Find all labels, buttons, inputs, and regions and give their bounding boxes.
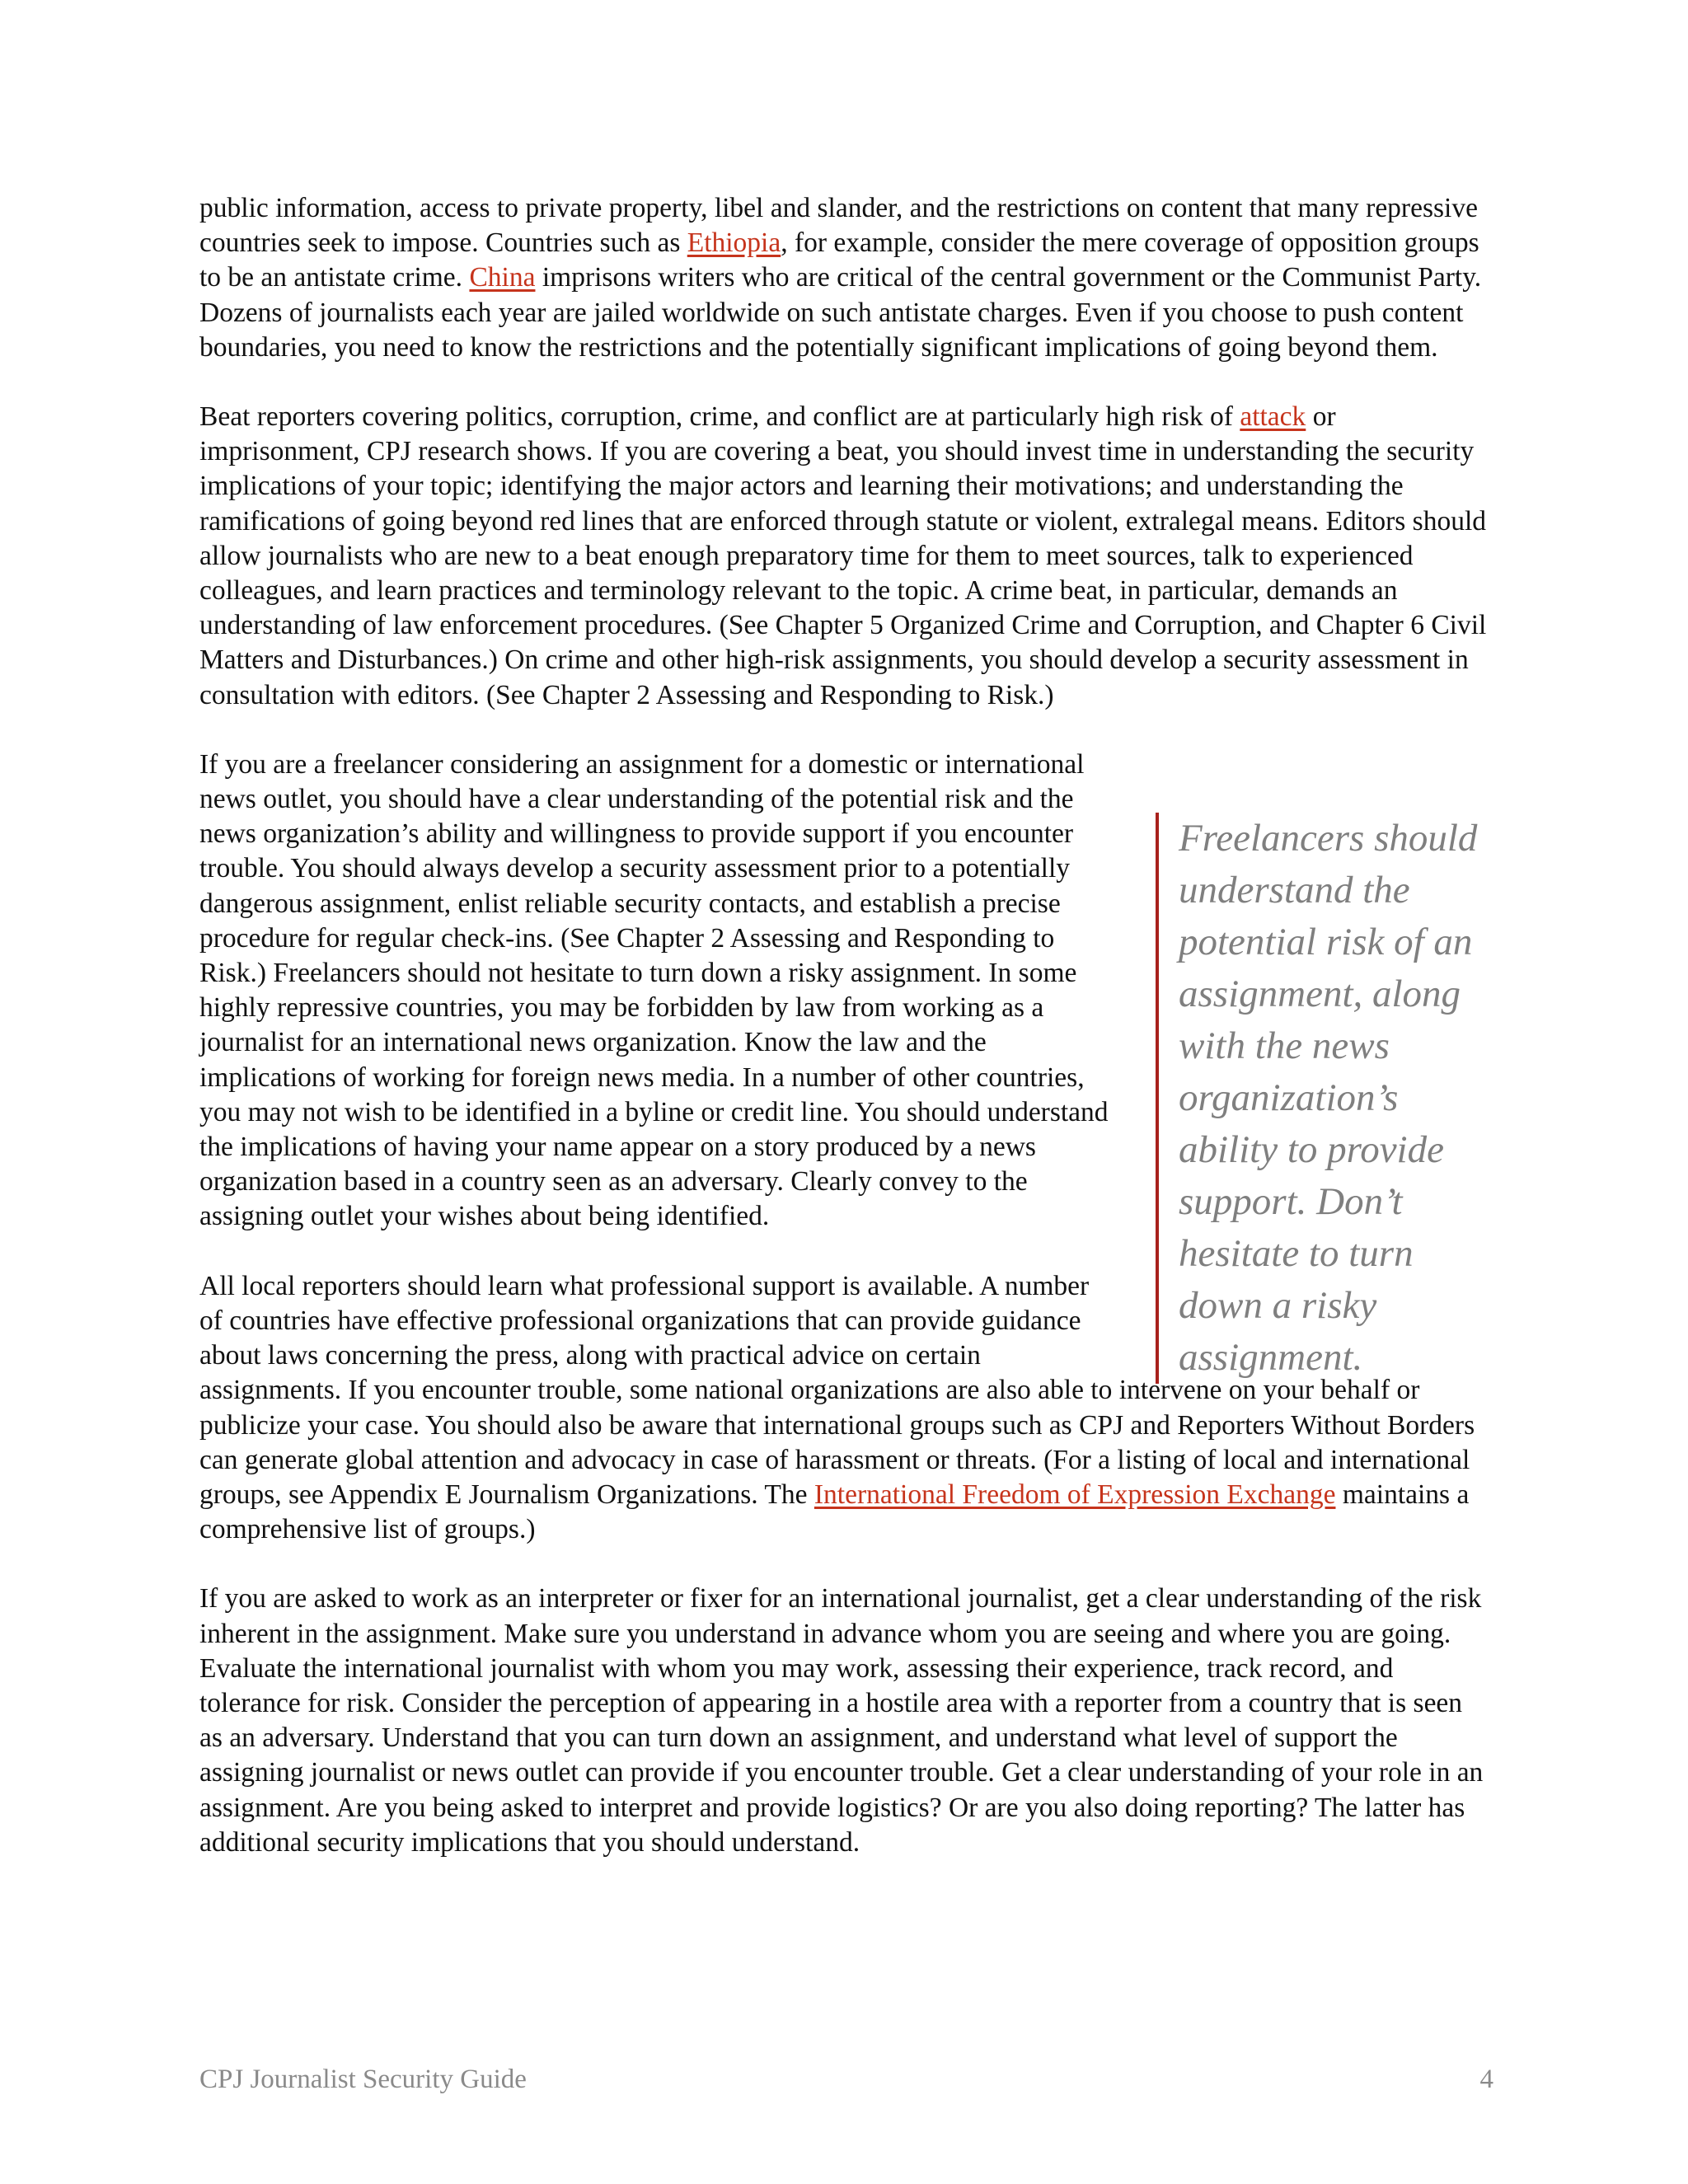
footer-title: CPJ Journalist Security Guide	[199, 2064, 527, 2094]
paragraph-beat-reporters	[199, 400, 1490, 713]
link-ifex[interactable]: International Freedom of Expression Exchange	[814, 1479, 1336, 1510]
paragraph-text: Beat reporters covering politics, corruption, crime, and conflict are at particularly high risk of	[199, 401, 1240, 433]
pullquote: Freelancers should understand the potential risk of an assignment, along with the news organization’s ability to provide support. Don’t hesitate to turn down a risky assignment.	[1156, 813, 1502, 1384]
paragraph-content-restrictions	[199, 191, 1490, 365]
paragraph-freelancers: If you are a freelancer considering an assignment for a domestic or international news outlet, you should have a clear understanding of the potential risk and the news organization’s ability and willingness to provide support if you encounter trouble. You should always develop a security assessment prior to a potentially dangerous assignment, enlist reliable security contacts, and establish a precise procedure for regular check-ins. (See Chapter 2 Assessing and Responding to Risk.) Freelancers should not hesitate to turn down a risky assignment. In some highly repressive countries, you may be forbidden by law from working as a journalist for an international news organization. Know the law and the implications of working for foreign news media. In a number of other countries, you may not wish to be identified in a byline or credit line. You should understand the implications of having your name appear on a story produced by a news organization based in a country seen as an adversary. Clearly convey to the assigning outlet your wishes about being identified.	[199, 748, 1109, 1232]
paragraph-text: or imprisonment, CPJ research shows. If you are covering a beat, you should invest time in understanding the security implications of your topic; identifying the major actors and learning their motivations; and understanding the ramifications of going beyond red lines that are enforced through statute or violent, extralegal means. Editors should allow journalists who are new to a beat enough preparatory time for them to meet sources, talk to experienced colleagues, and learn practices and terminology relevant to the topic. A crime beat, in particular, demands an understanding of law enforcement procedures. (See Chapter 5 Organized Crime and Corruption, and Chapter 6 Civil Matters and Disturbances.) On crime and other high-risk assignments, you should develop a security assessment in consultation with editors. (See Chapter 2 Assessing and Responding to Risk.)	[199, 401, 1487, 710]
link-china[interactable]: China	[469, 262, 536, 293]
paragraph-text: imprisons writers who are critical of the central government or the Communist Party. Dozens of journalists each year are jailed worldwide on such antistate charges. Even if you choose to push content boundaries, you need to know the restrictions and the potentially significant implications of going beyond them.	[199, 262, 1482, 363]
paragraph-text: maintains a comprehensive list of groups.)	[199, 1479, 1470, 1545]
pullquote-container	[1156, 816, 1502, 1384]
paragraph-text: , for example, consider the mere coverage of opposition groups to be an antistate crime.	[199, 227, 1479, 293]
paragraph-text: public information, access to private property, libel and slander, and the restrictions on content that many repressive countries seek to impose. Countries such as	[199, 193, 1478, 259]
link-ethiopia[interactable]: Ethiopia	[687, 227, 781, 259]
paragraph-interpreters-fixers: If you are asked to work as an interpreter or fixer for an international journalist, get a clear understanding of the risk inherent in the assignment. Make sure you understand in advance whom you are seeing and where you are going. Evaluate the international journalist with whom you may work, assessing their experience, track record, and tolerance for risk. Consider the perception of appearing in a hostile area with a reporter from a country that is seen as an adversary. Understand that you can turn down an assignment, and understand what level of support the assigning journalist or news outlet can provide if you encounter trouble. Get a clear understanding of your role in an assignment. Are you being asked to interpret and provide logistics? Or are you also doing reporting? The latter has additional security implications that you should understand.	[199, 1583, 1484, 1858]
page-number: 4	[1479, 2064, 1493, 2094]
paragraph-text: All local reporters should learn what professional support is available. A number of countries have effective professional organizations that can provide guidance about laws concerning the press, along with practical advice on certain assignments. If you encounter trouble, some national organizations are also able to intervene on your behalf or publicize your case. You should also be aware that international groups such as CPJ and Reporters Without Borders can generate global attention and advocacy in case of harassment or threats. (For a listing of local and international groups, see Appendix E Journalism Organizations. The	[199, 1270, 1475, 1510]
link-attack[interactable]: attack	[1240, 401, 1306, 433]
